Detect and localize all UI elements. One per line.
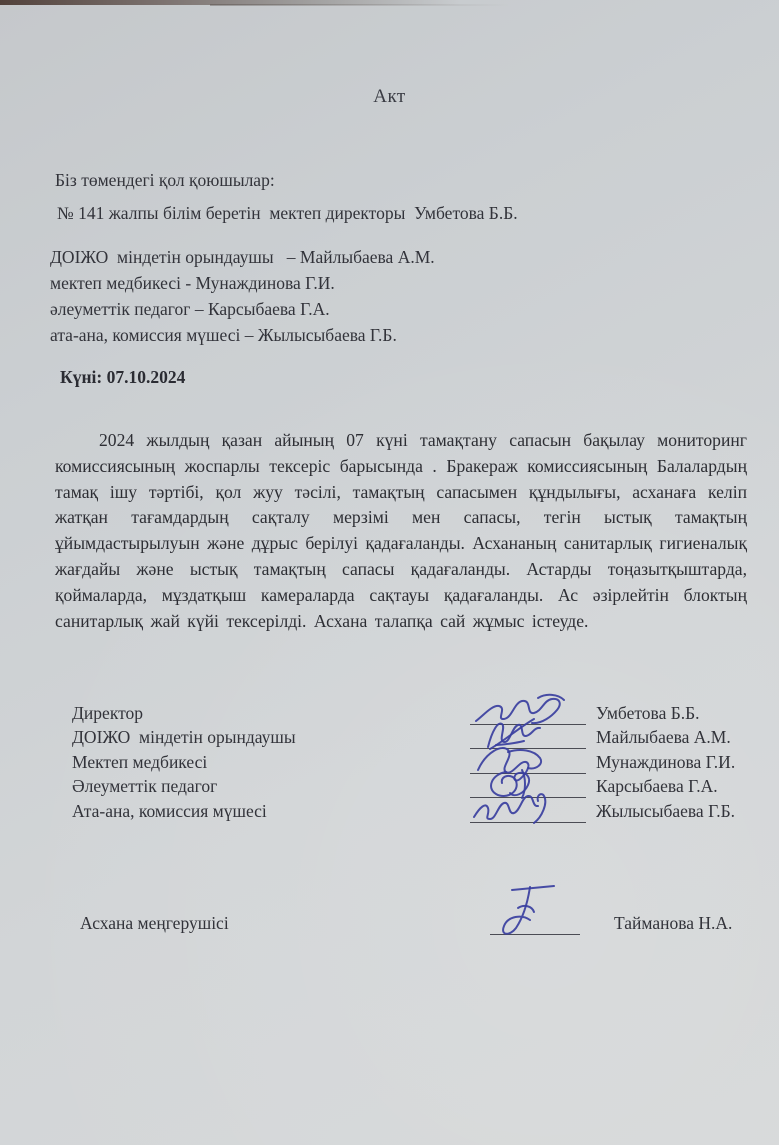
committee-member-line: әлеуметтік педагог – Карсыбаева Г.А.	[50, 299, 330, 319]
signatory-role: Әлеуметтік педагог	[72, 776, 218, 797]
date-line: Күні: 07.10.2024	[60, 367, 186, 387]
signatory-role: ДОІЖО міндетін орындаушы	[72, 727, 296, 748]
director-line: № 141 жалпы білім беретін мектеп директоры Умбетова Б.Б.	[57, 203, 518, 223]
signature-row	[72, 774, 755, 799]
signature-row	[72, 749, 755, 774]
signatory-role: Директор	[72, 702, 144, 723]
committee-list	[50, 244, 435, 348]
canteen-manager-row	[80, 912, 732, 935]
signatory-name: Жылысыбаева Г.Б.	[596, 800, 736, 821]
intro-line: Біз төмендегі қол қоюшылар:	[55, 170, 275, 190]
signatory-role: Асхана меңгерушісі	[80, 913, 229, 933]
signature-line	[470, 802, 586, 823]
committee-member-line: ДОІЖО міндетін орындаушы – Майлыбаева А.М.	[50, 247, 435, 267]
signatory-role: Мектеп медбикесі	[72, 751, 208, 772]
signatory-name: Тайманова Н.А.	[614, 913, 733, 933]
scan-edge-artifact	[210, 4, 510, 6]
signatory-name: Майлыбаева А.М.	[596, 727, 731, 748]
document-title: Акт	[373, 86, 406, 107]
signature-ink	[472, 789, 576, 829]
signature-line	[490, 914, 580, 935]
signature-block	[72, 700, 755, 823]
signature-row	[72, 725, 755, 750]
committee-member-line: мектеп медбикесі - Мунаждинова Г.И.	[50, 273, 335, 293]
committee-member-line: ата-ана, комиссия мүшесі – Жылысыбаева Г.Б.	[50, 325, 397, 345]
signature-row	[72, 798, 755, 823]
signature-row	[72, 700, 755, 725]
signatory-name: Умбетова Б.Б.	[596, 702, 700, 723]
body-paragraph: 2024 жылдың қазан айының 07 күні тамақтану сапасын бақылау мониторинг комиссиясының жоспарлы тексеріс барысында . Бракераж комиссиясының Балалардың тамақ ішу тәртібі, қол жуу тәсілі, тамақтың сапасымен құндылығы, асханаға келіп жатқан тағамдардың сақталу мерзімі мен сапасы, тегін ыстық тамақтың ұйымдастырылуын және дұрыс берілуі қадағаланды. Асхананың санитарлық гигиеналық жағдайы және ыстық тамақтың сапасы қадағаланды. Астарды тоңазытқыштарда, қоймаларда, мұздатқыш камераларда сақтауы қадағаланды. Ас әзірлейтін блоктың санитарлық жай күйі тексерілді. Асхана талапқа сай жұмыс істеуде.	[55, 430, 747, 631]
signatory-name: Мунаждинова Г.И.	[596, 751, 736, 772]
signatory-role: Ата-ана, комиссия мүшесі	[72, 800, 267, 821]
signature-ink	[490, 878, 562, 940]
signatory-name: Карсыбаева Г.А.	[596, 776, 718, 797]
